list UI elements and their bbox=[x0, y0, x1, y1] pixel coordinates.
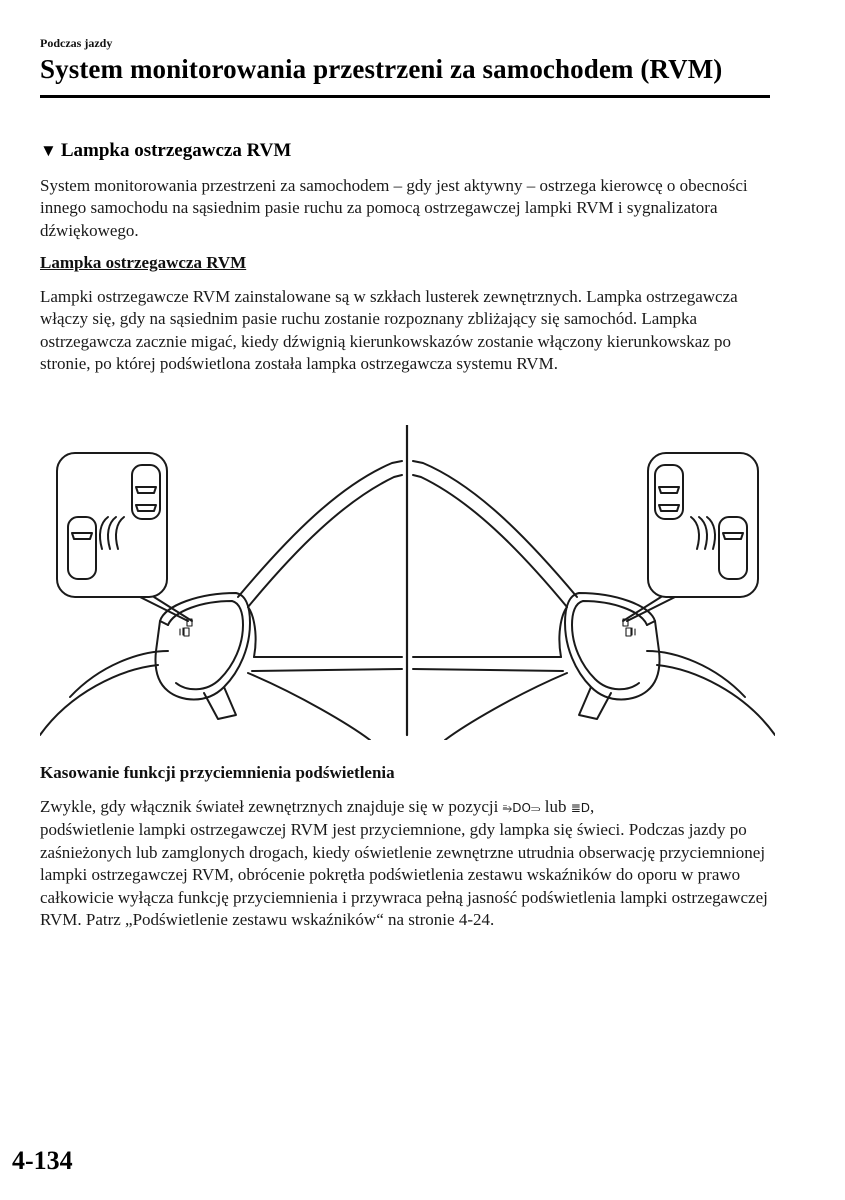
page-title: System monitorowania przestrzeni za samochodem (RVM) bbox=[40, 54, 723, 84]
triangle-marker-icon: ▼ bbox=[40, 141, 57, 160]
rvm-mirrors-illustration bbox=[40, 425, 775, 740]
title-divider bbox=[40, 95, 770, 98]
parking-light-icon: ⥱DO⥰ bbox=[502, 801, 541, 815]
left-mirror-drawing bbox=[40, 453, 402, 740]
chapter-label: Podczas jazdy bbox=[40, 36, 113, 50]
dimming-line1-before: Zwykle, gdy włącznik świateł zewnętrznych znajduje się w pozycji bbox=[40, 797, 503, 816]
dimming-heading: Kasowanie funkcji przyciemnienia podświetlenia bbox=[40, 763, 395, 782]
dimming-rest: podświetlenie lampki ostrzegawczej RVM jest przyciemnione, gdy lampka się świeci. Podczas jazdy po zaśnieżonych lub zamglonych drogach, kiedy oświetlenie zewnętrzne utrudnia obserwację przyciemnionej lampki ostrzegawczej RVM, obrócenie pokrętła podświetlenia zestawu wskaźników do oporu w prawo całkowicie wyłącza funkcję przyciemnienia i przywraca pełną jasność podświetlenia lampki ostrzegawczej RVM. Patrz „Podświetlenie zestawu wskaźników“ na stronie 4-24. bbox=[40, 820, 768, 930]
headlight-icon: ≣D bbox=[570, 801, 591, 815]
right-mirror-drawing bbox=[413, 453, 775, 740]
section-heading bbox=[40, 140, 291, 162]
intro-paragraph: System monitorowania przestrzeni za samochodem – gdy jest aktywny – ostrzega kierowcę o obecności innego samochodu na sąsiednim pasie ruchu za pomocą ostrzegawczej lampki RVM i sygnalizatora dźwiękowego. bbox=[40, 176, 748, 240]
subheading-underlined: Lampka ostrzegawcza RVM bbox=[40, 253, 247, 272]
dimming-line1-after: , bbox=[590, 797, 595, 816]
section-heading-text: Lampka ostrzegawcza RVM bbox=[60, 140, 292, 161]
dimming-paragraph bbox=[40, 796, 775, 931]
body-paragraph: Lampki ostrzegawcze RVM zainstalowane są w szkłach lusterek zewnętrznych. Lampka ostrzegawcza włączy się, gdy na sąsiednim pasie ruchu zostanie rozpoznany zbliżający się samochód. Lampka ostrzegawcza zacznie migać, kiedy dźwignią kierunkowskazów zostanie włączony kierunkowskaz po stronie, po której podświetlona została lampka ostrzegawcza systemu RVM. bbox=[40, 287, 738, 374]
page-number: 4-134 bbox=[12, 1146, 73, 1175]
dimming-line1-middle: lub bbox=[540, 797, 571, 816]
